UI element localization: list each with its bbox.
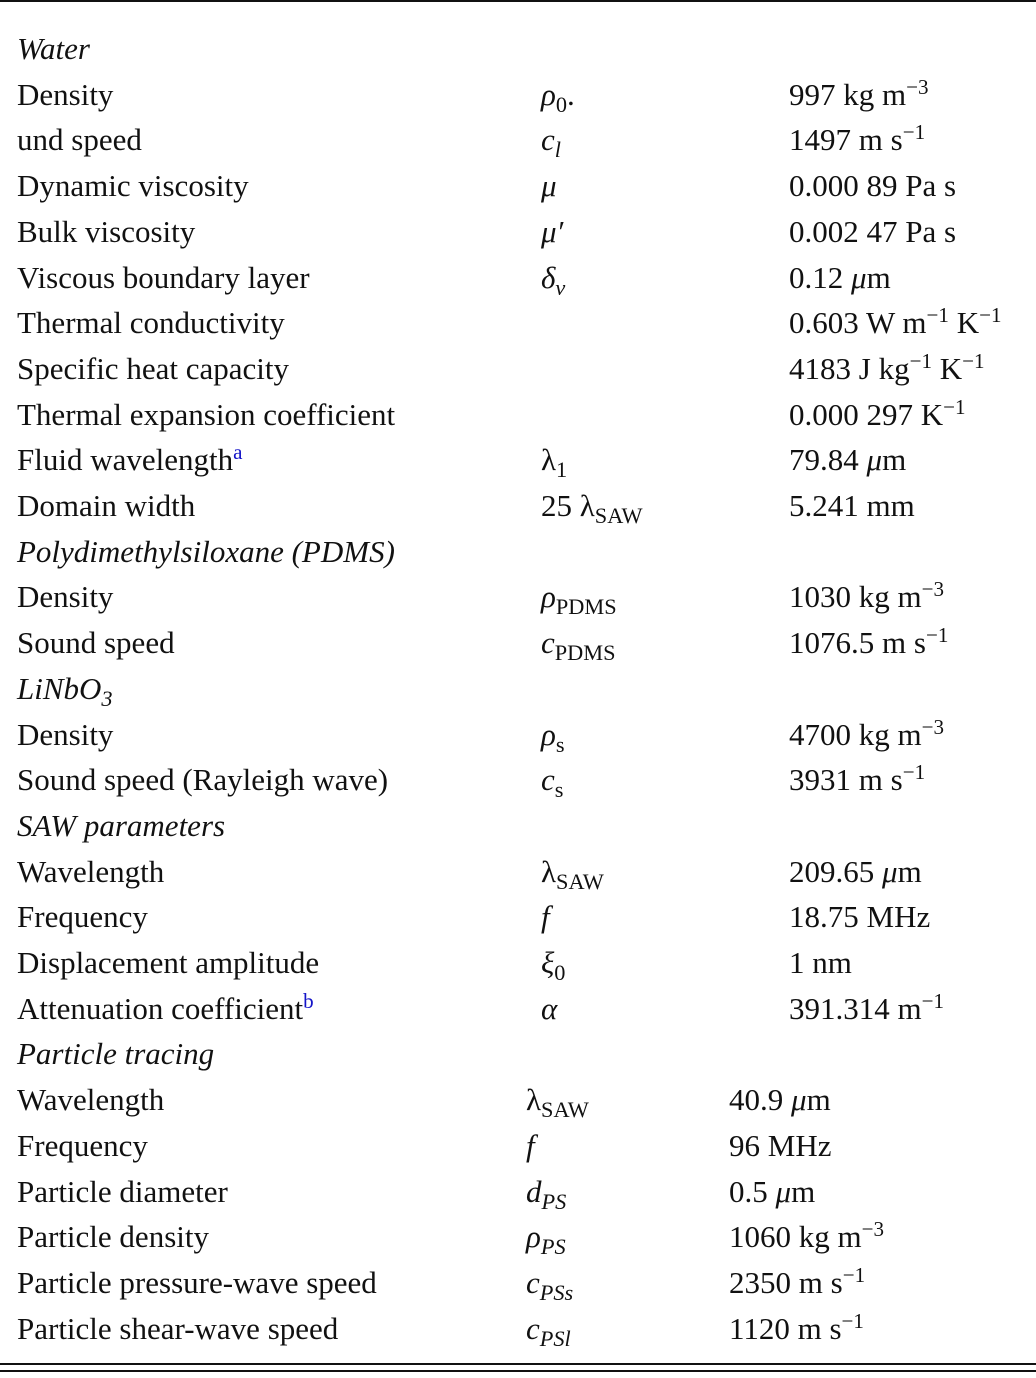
parameter-name-text: Specific heat capacity bbox=[17, 350, 289, 386]
parameter-value: 1 nm bbox=[789, 945, 852, 980]
table-bottom-rule bbox=[0, 1363, 1036, 1365]
parameter-name-text: Particle diameter bbox=[17, 1173, 228, 1209]
parameter-symbol: $\delta_v$ bbox=[541, 259, 566, 300]
parameter-name bbox=[17, 346, 289, 392]
parameter-value: 1120 m $s^{-1}$ bbox=[729, 1308, 864, 1346]
parameter-symbol: μ bbox=[541, 168, 557, 204]
parameter-symbol: $c_{PDMS}$ bbox=[541, 625, 616, 666]
parameter-name-text: Bulk viscosity bbox=[17, 213, 196, 249]
parameter-value: 5.241 mm bbox=[789, 488, 915, 523]
section-title: Water bbox=[17, 31, 90, 66]
footnote-marker[interactable]: b bbox=[303, 988, 314, 1013]
parameter-symbol: $d_{PS}$ bbox=[526, 1173, 567, 1214]
parameter-symbol: $c_l$ bbox=[541, 122, 561, 163]
parameter-symbol: f bbox=[526, 1127, 535, 1163]
parameter-name bbox=[17, 255, 310, 301]
parameter-value: 0.603 W $m^{-1}$ $K^{-1}$ bbox=[789, 303, 1002, 341]
section-header bbox=[0, 26, 1036, 72]
parameter-name bbox=[17, 209, 195, 255]
parameter-name bbox=[17, 163, 249, 209]
table-row bbox=[0, 255, 1036, 301]
parameter-symbol: $\rho_{PS}$ bbox=[526, 1219, 566, 1260]
parameter-symbol: $\lambda_{SAW}$ bbox=[541, 853, 604, 894]
parameter-symbol: $c_s$ bbox=[541, 762, 564, 803]
parameter-name-text: Particle pressure-wave speed bbox=[17, 1264, 377, 1300]
parameter-value: 18.75 MHz bbox=[789, 899, 931, 935]
parameter-symbol: $\rho_{PDMS}$ bbox=[541, 579, 617, 620]
parameter-name-text: Displacement amplitude bbox=[17, 945, 320, 980]
parameter-symbol: $\xi_0$ bbox=[541, 945, 566, 986]
parameter-name bbox=[17, 940, 319, 986]
parameter-value: 79.84 μm bbox=[789, 442, 907, 478]
table-row bbox=[0, 1169, 1036, 1215]
table-row bbox=[0, 72, 1036, 118]
parameter-symbol: $c_{PSl}$ bbox=[526, 1310, 571, 1351]
section-title: SAW parameters bbox=[17, 807, 226, 843]
parameter-name bbox=[17, 483, 195, 529]
table-row bbox=[0, 1260, 1036, 1306]
section-header bbox=[0, 666, 1036, 712]
parameter-name-text: Attenuation coefficient bbox=[17, 990, 304, 1026]
parameter-symbol: $\lambda_1$ bbox=[541, 442, 568, 483]
parameter-value: 0.002 47 Pa s bbox=[789, 213, 957, 249]
parameter-value: 40.9 μm bbox=[729, 1082, 831, 1118]
table-row bbox=[0, 209, 1036, 255]
parameter-value: 2350 m $s^{-1}$ bbox=[729, 1262, 866, 1300]
table-row bbox=[0, 894, 1036, 940]
parameter-name bbox=[17, 72, 113, 118]
parameter-name bbox=[17, 392, 395, 438]
parameter-name-text: Domain width bbox=[17, 488, 196, 523]
parameter-name-text: Frequency bbox=[17, 1127, 148, 1163]
parameter-name-text: Density bbox=[17, 76, 114, 112]
parameter-name-text: Particle density bbox=[17, 1219, 209, 1255]
table-row bbox=[0, 163, 1036, 209]
parameter-value: 997 kg $m^{-3}$ bbox=[789, 74, 929, 112]
parameter-name bbox=[17, 986, 314, 1032]
section-header bbox=[0, 803, 1036, 849]
parameter-name-text: Dynamic viscosity bbox=[17, 168, 249, 204]
parameter-name bbox=[17, 894, 148, 940]
parameter-symbol: $\rho_s$ bbox=[541, 716, 565, 757]
parameter-name bbox=[17, 1123, 148, 1169]
table-row bbox=[0, 1214, 1036, 1260]
parameter-symbol: $\lambda_{SAW}$ bbox=[526, 1082, 589, 1123]
parameter-value: 3931 m $s^{-1}$ bbox=[789, 760, 926, 798]
parameter-name bbox=[17, 1077, 164, 1123]
parameter-name bbox=[17, 849, 164, 895]
table-row bbox=[0, 346, 1036, 392]
parameter-name bbox=[17, 1214, 209, 1260]
parameter-value: 96 MHz bbox=[729, 1127, 832, 1163]
table-row bbox=[0, 437, 1036, 483]
table-row bbox=[0, 300, 1036, 346]
parameter-symbol: α bbox=[541, 990, 558, 1026]
parameter-name bbox=[17, 1260, 377, 1306]
parameter-name-text: Sound speed (Rayleigh wave) bbox=[17, 762, 389, 798]
parameter-value: 0.12 μm bbox=[789, 259, 891, 295]
table-row bbox=[0, 712, 1036, 758]
parameter-name-text: Particle shear-wave speed bbox=[17, 1310, 339, 1346]
parameter-value: 209.65 μm bbox=[789, 853, 922, 889]
parameter-name-text: Density bbox=[17, 579, 114, 615]
table-bottom-rule-double bbox=[0, 1370, 1036, 1372]
parameter-symbol: 25 $\lambda_{SAW}$ bbox=[541, 488, 643, 529]
section-title: Polydimethylsiloxane (PDMS) bbox=[17, 533, 395, 569]
table-row bbox=[0, 940, 1036, 986]
section-header bbox=[0, 1031, 1036, 1077]
parameter-name bbox=[17, 300, 285, 346]
parameter-symbol: $\rho_0$. bbox=[541, 76, 575, 117]
parameter-name bbox=[17, 620, 175, 666]
table-row bbox=[0, 574, 1036, 620]
parameter-value: 0.000 89 Pa s bbox=[789, 168, 957, 204]
parameter-name bbox=[17, 1306, 338, 1352]
parameter-name-text: und speed bbox=[17, 122, 142, 158]
parameter-symbol: f bbox=[541, 899, 550, 935]
table-row bbox=[0, 1077, 1036, 1123]
parameter-name bbox=[17, 1169, 228, 1215]
parameter-value: 0.000 297 $K^{-1}$ bbox=[789, 394, 966, 432]
section-title: Particle tracing bbox=[17, 1036, 215, 1072]
table-row bbox=[0, 117, 1036, 163]
parameter-name-text: Fluid wavelength bbox=[17, 442, 234, 478]
parameter-value: 4700 kg $m^{-3}$ bbox=[789, 714, 945, 752]
parameter-name bbox=[17, 757, 388, 803]
parameter-name bbox=[17, 712, 113, 758]
table-row bbox=[0, 849, 1036, 895]
parameter-value: 391.314 $m^{-1}$ bbox=[789, 988, 945, 1026]
table-row bbox=[0, 620, 1036, 666]
footnote-marker[interactable]: a bbox=[233, 440, 243, 465]
parameter-name-text: Thermal expansion coefficient bbox=[17, 396, 396, 432]
parameter-value: 1060 kg $m^{-3}$ bbox=[729, 1217, 885, 1255]
table-top-rule bbox=[0, 0, 1036, 2]
section-title: LiNbO$_3$ bbox=[17, 670, 113, 711]
parameter-value: 4183 J $kg^{-1}$ $K^{-1}$ bbox=[789, 348, 985, 386]
parameter-name-text: Density bbox=[17, 716, 114, 752]
parameter-name bbox=[17, 574, 113, 620]
parameter-name-text: Viscous boundary layer bbox=[17, 259, 310, 295]
parameter-name-text: Sound speed bbox=[17, 625, 175, 661]
table-row bbox=[0, 986, 1036, 1032]
parameter-name bbox=[17, 437, 242, 483]
parameter-symbol: $c_{PSs}$ bbox=[526, 1264, 574, 1306]
table-row bbox=[0, 757, 1036, 803]
parameter-name-text: Thermal conductivity bbox=[17, 305, 285, 341]
parameter-name-text: Wavelength bbox=[17, 853, 165, 889]
parameter-value: 0.5 μm bbox=[729, 1173, 816, 1209]
table-row bbox=[0, 392, 1036, 438]
parameter-symbol: μ′ bbox=[541, 213, 564, 249]
table-row bbox=[0, 1123, 1036, 1169]
parameter-value: 1030 kg $m^{-3}$ bbox=[789, 577, 945, 615]
table-row bbox=[0, 1306, 1036, 1352]
parameter-name-text: Wavelength bbox=[17, 1082, 165, 1118]
table-row bbox=[0, 483, 1036, 529]
parameter-name bbox=[17, 117, 142, 163]
parameter-name-text: Frequency bbox=[17, 899, 148, 935]
parameter-value: 1497 m $s^{-1}$ bbox=[789, 120, 926, 158]
section-header bbox=[0, 529, 1036, 575]
parameter-value: 1076.5 m $s^{-1}$ bbox=[789, 623, 949, 661]
